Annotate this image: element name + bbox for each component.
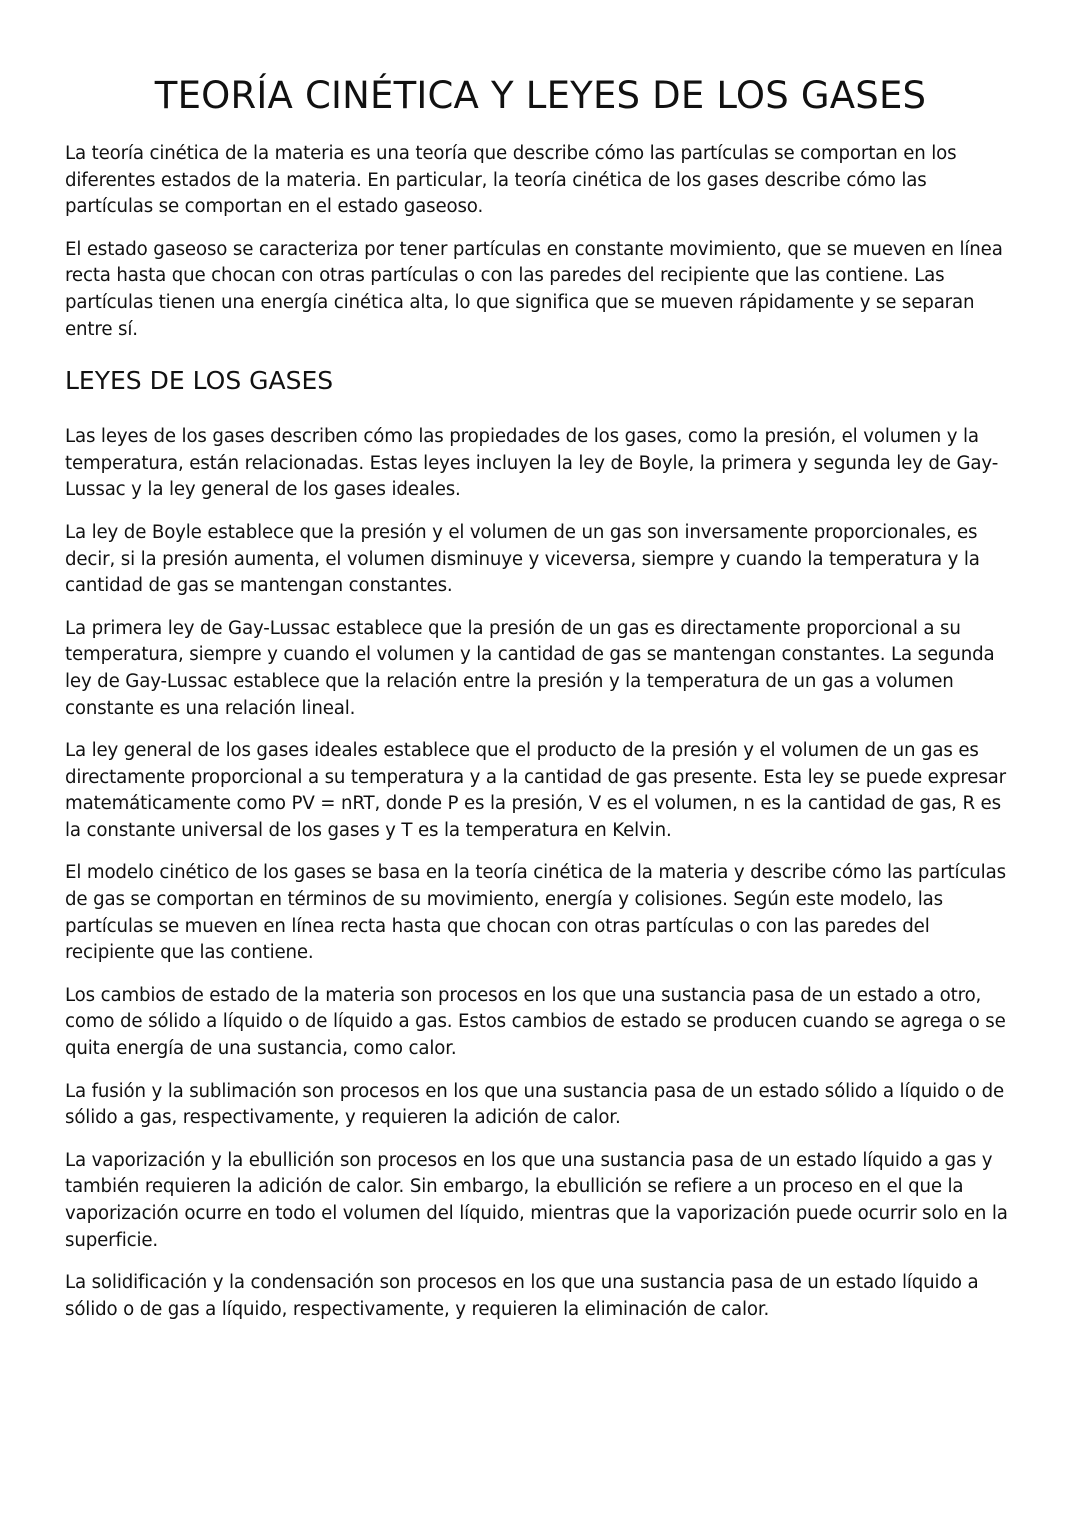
section-paragraph-9: La solidificación y la condensación son procesos en los que una sustancia pasa de un estado líquido a sólido o de gas a líquido, respectivamente, y requieren la eliminación de calor. (65, 1272, 979, 1320)
section-paragraph-3: La primera ley de Gay-Lussac establece que la presión de un gas es directamente proporcional a su temperatura, siempre y cuando el volumen y la cantidad de gas se mantengan constantes. La segunda ley de Gay-Lussac establece que la relación entre la presión y la temperatura de un gas a volumen constante es una relación lineal. (65, 617, 995, 719)
section-paragraph-6: Los cambios de estado de la materia son procesos en los que una sustancia pasa de un estado a otro, como de sólido a líquido o de líquido a gas. Estos cambios de estado se producen cuando se agrega o se quita energía de una sustancia, como calor. (65, 984, 1006, 1060)
section-paragraph-4: La ley general de los gases ideales establece que el producto de la presión y el volumen de un gas es directamente proporcional a su temperatura y a la cantidad de gas presente. Esta ley se puede expresar matemáticamente como PV = nRT, donde P es la presión, V es el volumen, n es la cantidad de gas, R es la constante universal de los gases y T es la temperatura en Kelvin. (65, 740, 1006, 841)
intro-paragraph-1: La teoría cinética de la materia es una teoría que describe cómo las partículas se comportan en los diferentes estados de la materia. En particular, la teoría cinética de los gases describe cómo las partículas se comportan en el estado gaseoso. (65, 143, 957, 218)
document-title: TEORÍA CINÉTICA Y LEYES DE LOS GASES (154, 74, 927, 117)
section-paragraph-7: La fusión y la sublimación son procesos en los que una sustancia pasa de un estado sólido a líquido o de sólido a gas, respectivamente, y requieren la adición de calor. (65, 1080, 1005, 1129)
section-paragraph-8: La vaporización y la ebullición son procesos en los que una sustancia pasa de un estado líquido a gas y también requieren la adición de calor. Sin embargo, la ebullición se refiere a un proceso en el que la vaporización ocurre en todo el volumen del líquido, mientras que la vaporización puede ocurrir solo en la superficie. (65, 1149, 1008, 1251)
section-heading: LEYES DE LOS GASES (65, 366, 334, 396)
section-paragraph-1: Las leyes de los gases describen cómo las propiedades de los gases, como la presión, el volumen y la temperatura, están relacionadas. Estas leyes incluyen la ley de Boyle, la primera y segunda ley de Gay-Lussac y la ley general de los gases ideales. (65, 426, 999, 501)
section-paragraph-5: El modelo cinético de los gases se basa en la teoría cinética de la materia y describe cómo las partículas de gas se comportan en términos de su movimiento, energía y colisiones. Según este modelo, las partículas se mueven en línea recta hasta que chocan con otras partículas o con las paredes del recipiente que las contiene. (65, 862, 1006, 964)
section-paragraph-2: La ley de Boyle establece que la presión y el volumen de un gas son inversamente proporcionales, es decir, si la presión aumenta, el volumen disminuye y viceversa, siempre y cuando la temperatura y la cantidad de gas se mantengan constantes. (65, 521, 980, 597)
intro-paragraph-2: El estado gaseoso se caracteriza por tener partículas en constante movimiento, que se mueven en línea recta hasta que chocan con otras partículas o con las paredes del recipiente que las contiene. Las partículas tienen una energía cinética alta, lo que significa que se mueven rápidamente y se separan entre sí. (65, 238, 1003, 340)
